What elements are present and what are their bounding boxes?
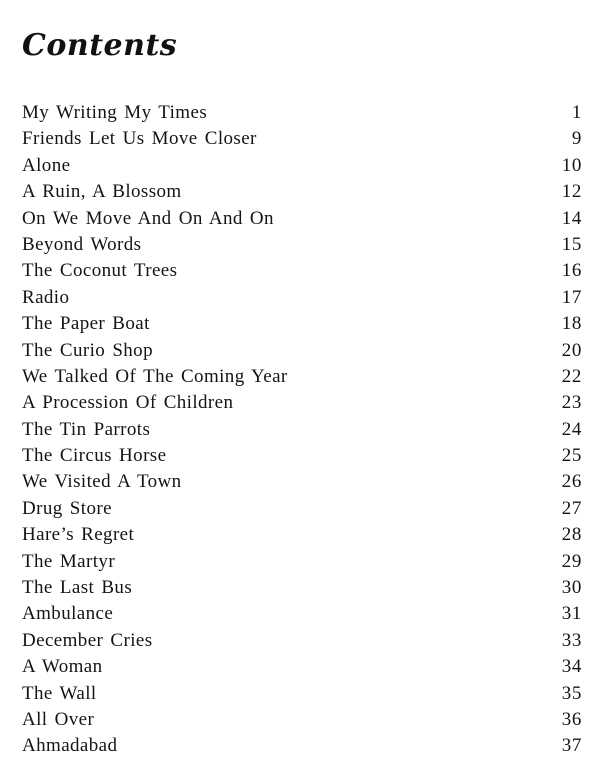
toc-entry: [22, 340, 582, 366]
toc-entry: [22, 735, 582, 761]
toc-entry-page: 18: [561, 313, 582, 335]
toc-entry: [22, 551, 582, 577]
toc-entry: [22, 683, 582, 709]
toc-entry: [22, 181, 582, 207]
toc-entry-page: 37: [561, 735, 582, 757]
toc-entry-title: A Procession Of Children: [22, 392, 234, 414]
toc-entry-title: Alone: [22, 154, 71, 176]
toc-entry: [22, 234, 582, 260]
toc-entry-title: Ahmadabad: [22, 735, 118, 757]
toc-entry-title: The Coconut Trees: [22, 260, 178, 282]
toc-entry-title: The Circus Horse: [22, 445, 167, 467]
toc-entry: [22, 128, 582, 154]
toc-entry-page: 31: [561, 603, 582, 625]
toc-entry-page: 1: [571, 102, 582, 123]
toc-entry-title: The Curio Shop: [22, 339, 153, 361]
toc-entry-title: Ambulance: [22, 603, 114, 625]
toc-entry-page: 14: [561, 207, 582, 229]
page-title: Contents: [22, 28, 178, 63]
toc-entry-page: 35: [561, 682, 582, 704]
toc-entry: [22, 102, 582, 128]
toc-entry-page: 16: [561, 260, 582, 282]
toc-entry-title: The Last Bus: [22, 577, 133, 599]
toc-entry-title: The Paper Boat: [22, 313, 150, 335]
toc-entry-page: 33: [561, 629, 582, 651]
toc-entry-page: 9: [571, 128, 582, 150]
toc-entry: [22, 471, 582, 497]
toc-entry: [22, 366, 582, 392]
toc-entry-title: The Wall: [22, 682, 97, 704]
toc-entry-title: My Writing My Times: [22, 102, 208, 123]
toc-entry-page: 12: [561, 181, 582, 203]
toc-entry-title: A Woman: [22, 656, 103, 678]
toc-entry-page: 29: [561, 550, 582, 572]
toc-entry-page: 30: [561, 577, 582, 599]
toc-entry: [22, 392, 582, 418]
toc-entry-title: We Visited A Town: [22, 471, 182, 493]
toc-entry-page: 25: [561, 445, 582, 467]
toc-entry-page: 27: [561, 497, 582, 519]
toc-entry-page: 24: [561, 418, 582, 440]
toc-entry: [22, 419, 582, 445]
toc-entry-title: All Over: [22, 708, 95, 730]
toc-entry-page: 10: [561, 154, 582, 176]
toc-entry-page: 20: [561, 339, 582, 361]
toc-entry: [22, 287, 582, 313]
toc-entry: [22, 208, 582, 234]
toc-entry: [22, 498, 582, 524]
toc-entry: [22, 260, 582, 286]
toc-entry-page: 23: [561, 392, 582, 414]
toc-entry-title: On We Move And On And On: [22, 207, 274, 229]
toc-entry-title: A Ruin, A Blossom: [22, 181, 182, 203]
toc-entry: [22, 709, 582, 735]
toc-entry: [22, 630, 582, 656]
toc-entry: [22, 155, 582, 181]
toc-entry-title: Hare’s Regret: [22, 524, 135, 546]
toc-entry-title: We Talked Of The Coming Year: [22, 365, 288, 387]
toc-entry-page: 15: [561, 233, 582, 255]
toc-entry-page: 17: [561, 286, 582, 308]
toc-entry-title: December Cries: [22, 629, 153, 651]
toc-entry-page: 26: [561, 471, 582, 493]
toc-entry-title: Friends Let Us Move Closer: [22, 128, 257, 150]
toc-entry-title: The Martyr: [22, 550, 116, 572]
toc-list: [22, 102, 582, 762]
toc-entry: [22, 577, 582, 603]
toc-entry-title: The Tin Parrots: [22, 418, 151, 440]
toc-entry-page: 34: [561, 656, 582, 678]
toc-entry-page: 28: [561, 524, 582, 546]
toc-entry: [22, 656, 582, 682]
toc-entry-title: Beyond Words: [22, 233, 142, 255]
toc-entry: [22, 313, 582, 339]
toc-entry: [22, 445, 582, 471]
toc-entry: [22, 603, 582, 629]
toc-entry-title: Drug Store: [22, 497, 112, 519]
toc-entry-page: 36: [561, 708, 582, 730]
toc-entry-title: Radio: [22, 286, 70, 308]
toc-entry-page: 22: [561, 365, 582, 387]
toc-entry: [22, 524, 582, 550]
